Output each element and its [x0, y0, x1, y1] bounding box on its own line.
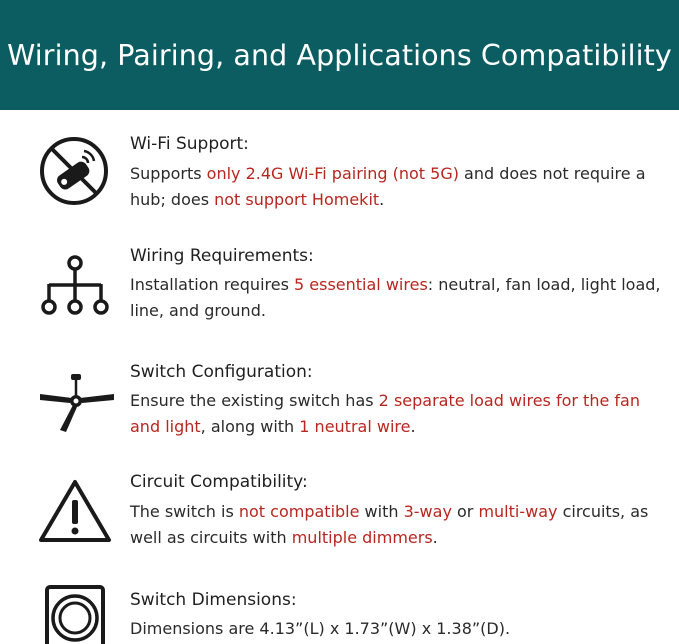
section-title-wiring: Wiring Requirements: [130, 246, 314, 266]
section-title-circuit: Circuit Compatibility: [130, 472, 308, 492]
section-title-switch-config: Switch Configuration: [130, 362, 313, 382]
section-text-wifi [130, 161, 670, 213]
highlight-text: 1 neutral wire [299, 417, 411, 436]
text-part: . [432, 528, 438, 547]
text-part: : neutral, fan load, light load, line, and ground. [130, 275, 661, 320]
wiring-tree-icon [38, 254, 112, 318]
highlight-text: (not 5G) [392, 164, 459, 183]
section-text-circuit [130, 499, 670, 551]
highlight-text: only 2.4G Wi-Fi pairing [206, 164, 388, 183]
text-part: or [451, 502, 479, 521]
highlight-text: not support Homekit [214, 190, 380, 209]
section-title-dimensions: Switch Dimensions: [130, 590, 297, 610]
text-part: Ensure the existing switch has [130, 391, 379, 410]
text-part: circuits, as well as circuits with [130, 502, 649, 547]
text-part: Installation requires [130, 275, 295, 294]
text-part: Dimensions are 4.13”(L) x 1.73”(W) x 1.38”(D). [130, 619, 511, 638]
highlight-text: 2 separate load wires for the fan and light [130, 391, 640, 436]
highlight-text: 3-way [403, 502, 452, 521]
highlight-text: not compatible [238, 502, 360, 521]
section-text-switch-config [130, 388, 670, 440]
text-part: . [379, 190, 385, 209]
no-remote-icon [38, 135, 110, 207]
text-part: Supports [130, 164, 207, 183]
highlight-text: multiple dimmers [291, 528, 433, 547]
switch-dimension-icon [44, 584, 106, 644]
text-part: . [410, 417, 416, 436]
highlight-text: multi-way [478, 502, 558, 521]
text-part: with [359, 502, 404, 521]
section-text-wiring [130, 272, 670, 324]
text-part: The switch is [130, 502, 239, 521]
header-banner [0, 0, 679, 110]
highlight-text: 5 essential wires [294, 275, 428, 294]
section-title-wifi: Wi-Fi Support: [130, 134, 249, 154]
ceiling-fan-icon [38, 372, 116, 436]
section-text-dimensions [130, 616, 670, 642]
page-title: Wiring, Pairing, and Applications Compatibility [7, 38, 672, 72]
warning-icon [38, 478, 112, 544]
text-part: and does not require a hub; does [130, 164, 646, 209]
text-part: , along with [200, 417, 300, 436]
